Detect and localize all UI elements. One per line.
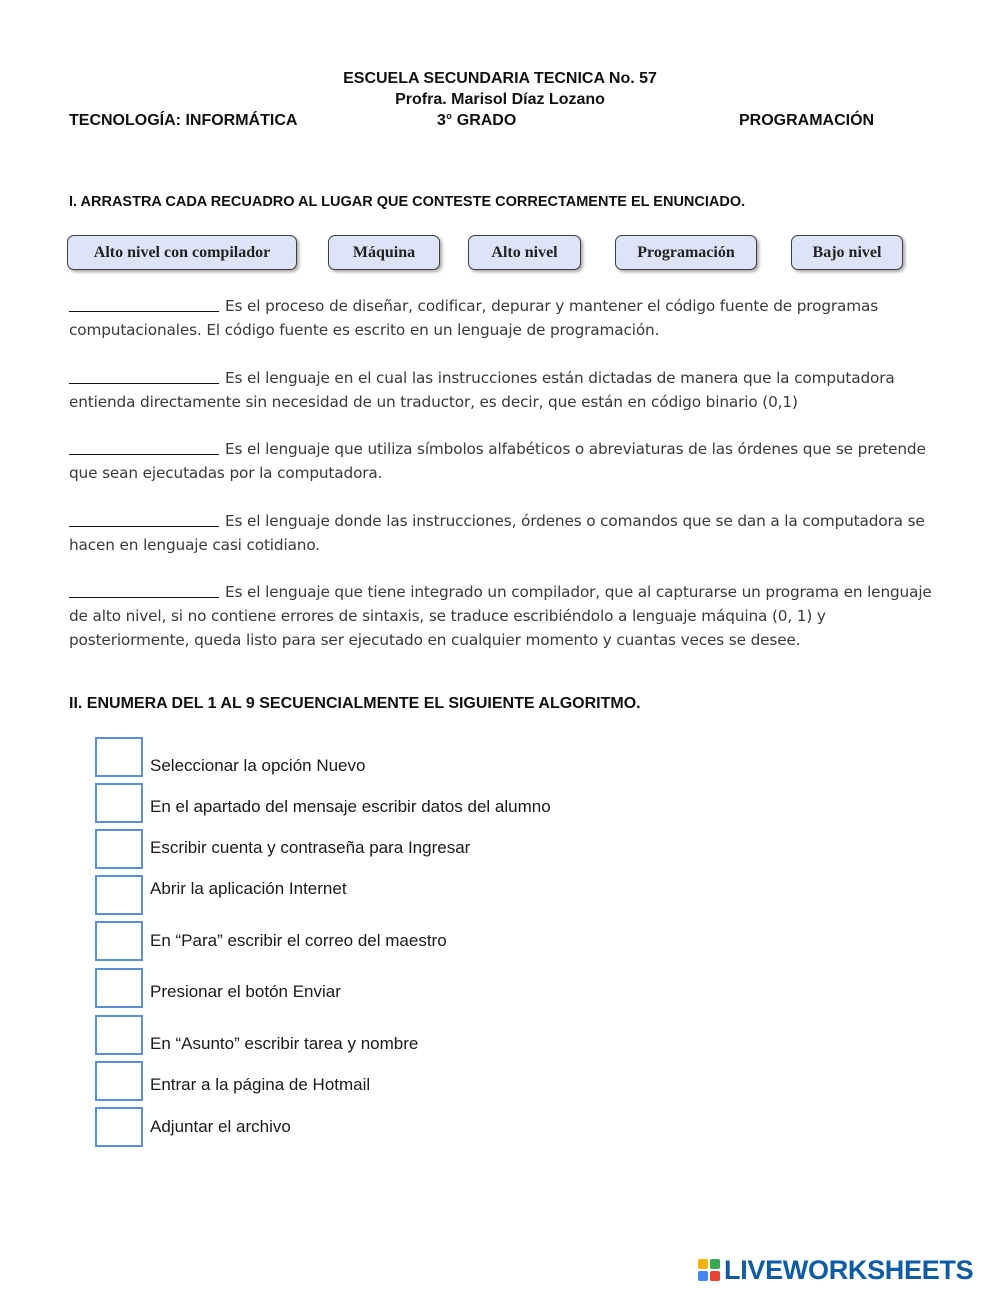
step-text: Escribir cuenta y contraseña para Ingresar [150,838,471,857]
step-text: Adjuntar el archivo [150,1117,291,1136]
logo-square [710,1271,720,1281]
statement-text: Es el lenguaje donde las instrucciones, órdenes o comandos que se dan a la computadora se hacen en lenguaje casi cotidiano. [69,512,925,554]
statement-5 [69,580,939,652]
step-number-input[interactable] [95,783,143,823]
statement-text: Es el lenguaje que utiliza símbolos alfabéticos o abreviaturas de las órdenes que se pretende que sean ejecutadas por la computadora. [69,440,926,482]
step-number-input[interactable] [95,921,143,961]
subject-label: TECNOLOGÍA: INFORMÁTICA [69,112,298,129]
step-number-input[interactable] [95,1107,143,1147]
step-text: En “Asunto” escribir tarea y nombre [150,1034,419,1053]
answer-blank[interactable] [69,437,219,455]
step-number-input[interactable] [95,829,143,869]
step-number-input[interactable] [95,875,143,915]
school-name: ESCUELA SECUNDARIA TECNICA No. 57 [343,70,657,87]
statement-4 [69,509,939,557]
drag-option-alto-nivel[interactable]: Alto nivel [468,235,581,270]
statement-text: Es el proceso de diseñar, codificar, depurar y mantener el código fuente de programas computacionales. El código fuente es escrito en un lenguaje de programación. [69,297,879,339]
step-number-input[interactable] [95,1015,143,1055]
section2-title: II. ENUMERA DEL 1 AL 9 SECUENCIALMENTE EL SIGUIENTE ALGORITMO. [69,695,641,712]
statement-3 [69,437,939,485]
statement-1 [69,294,939,342]
step-text: En el apartado del mensaje escribir datos del alumno [150,797,551,816]
liveworksheets-logo [697,1256,973,1284]
answer-blank[interactable] [69,294,219,312]
step-text: Abrir la aplicación Internet [150,879,347,898]
step-text: Presionar el botón Enviar [150,982,341,1001]
topic-label: PROGRAMACIÓN [739,112,875,129]
statement-text: Es el lenguaje que tiene integrado un compilador, que al capturarse un programa en lenguaje de alto nivel, si no contiene errores de sintaxis, se traduce escribiéndolo a lenguaje máquina (0, 1) y posteriormente, queda listo para ser ejecutado en cualquier momento y cuantas veces se desee. [69,583,932,649]
step-text: Entrar a la página de Hotmail [150,1075,371,1094]
logo-square [698,1259,708,1269]
answer-blank[interactable] [69,580,219,598]
drag-option-programacion[interactable]: Programación [615,235,757,270]
answer-blank[interactable] [69,509,219,527]
logo-text: LIVEWORKSHEETS [724,1255,974,1285]
drag-option-alto-nivel-compilador[interactable]: Alto nivel con compilador [67,235,297,270]
step-number-input[interactable] [95,737,143,777]
step-number-input[interactable] [95,968,143,1008]
answer-blank[interactable] [69,366,219,384]
logo-square [710,1259,720,1269]
section1-title: I. ARRASTRA CADA RECUADRO AL LUGAR QUE CONTESTE CORRECTAMENTE EL ENUNCIADO. [69,194,746,210]
statement-2 [69,366,939,414]
statement-text: Es el lenguaje en el cual las instrucciones están dictadas de manera que la computadora entienda directamente sin necesidad de un traductor, es decir, que están en código binario (0,1) [69,369,895,411]
drag-option-maquina[interactable]: Máquina [328,235,440,270]
grade-label: 3° GRADO [437,112,517,129]
step-text: En “Para” escribir el correo del maestro [150,931,447,950]
logo-square [698,1271,708,1281]
liveworksheets-logo-icon [697,1258,721,1282]
step-number-input[interactable] [95,1061,143,1101]
step-text: Seleccionar la opción Nuevo [150,756,366,775]
drag-option-bajo-nivel[interactable]: Bajo nivel [791,235,903,270]
teacher-name: Profra. Marisol Díaz Lozano [395,91,605,108]
